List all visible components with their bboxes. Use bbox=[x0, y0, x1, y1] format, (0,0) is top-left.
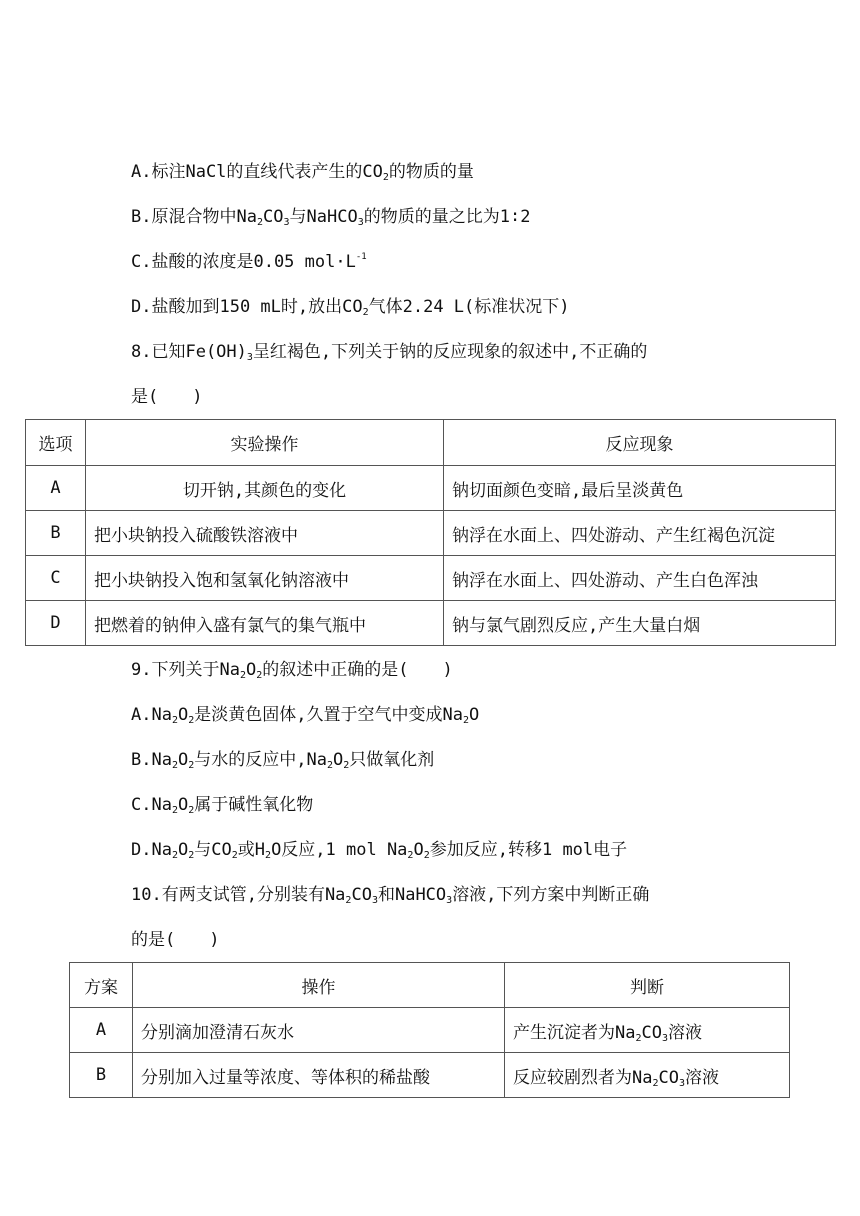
operation-cell: 把燃着的钠伸入盛有氯气的集气瓶中 bbox=[86, 601, 444, 646]
table-row bbox=[26, 556, 836, 601]
table-header-row bbox=[70, 963, 790, 1008]
table-row bbox=[26, 466, 836, 511]
header-cell: 实验操作 bbox=[86, 420, 444, 466]
operation-cell: 把小块钠投入硫酸铁溶液中 bbox=[86, 511, 444, 556]
header-cell: 判断 bbox=[505, 963, 790, 1008]
q7-option-b: B.原混合物中$Na_2CO_3$与NaHCO$_3$的物质的量之比为1∶2 bbox=[131, 207, 531, 228]
q8-table bbox=[25, 419, 836, 646]
table-row bbox=[26, 511, 836, 556]
operation-cell: 分别加入过量等浓度、等体积的稀盐酸 bbox=[133, 1053, 505, 1098]
q10-table bbox=[69, 962, 790, 1098]
table-header-row bbox=[26, 420, 836, 466]
q9-option-d: $D.Na_2O_2$与$CO_2$或$H_2O$反应,1 mol $Na_2O_2$参加反应,转移1 mol电子 bbox=[131, 840, 628, 861]
header-cell: 选项 bbox=[26, 420, 86, 466]
option-cell: A bbox=[70, 1008, 133, 1053]
option-cell: B bbox=[70, 1053, 133, 1098]
phenomenon-cell: 钠浮在水面上、四处游动、产生白色浑浊 bbox=[444, 556, 836, 601]
judgment-cell: 产生沉淀者为$Na_2CO_3$溶液 bbox=[505, 1008, 790, 1053]
phenomenon-cell: 钠与氯气剧烈反应,产生大量白烟 bbox=[444, 601, 836, 646]
phenomenon-cell: 钠切面颜色变暗,最后呈淡黄色 bbox=[444, 466, 836, 511]
option-cell: B bbox=[26, 511, 86, 556]
q7-option-d: D.盐酸加到150 mL时,放出$CO_2$气体2.24 L(标准状况下) bbox=[131, 297, 570, 318]
q10-stem: 10.有两支试管,分别装有$Na_2CO_3$和NaHCO$_3$溶液,下列方案中判断正确 bbox=[131, 885, 650, 906]
header-cell: 操作 bbox=[133, 963, 505, 1008]
option-cell: A bbox=[26, 466, 86, 511]
q9-stem: 9.下列关于$Na_2O_2$的叙述中正确的是( ) bbox=[131, 660, 453, 681]
judgment-cell: 反应较剧烈者为$Na_2CO_3$溶液 bbox=[505, 1053, 790, 1098]
header-cell: 反应现象 bbox=[444, 420, 836, 466]
q9-option-c: $C.Na_2O_2$属于碱性氧化物 bbox=[131, 795, 314, 816]
operation-cell: 切开钠,其颜色的变化 bbox=[86, 466, 444, 511]
header-cell: 方案 bbox=[70, 963, 133, 1008]
q7-option-a: A.标注NaCl的直线代表产生的$CO_2$的物质的量 bbox=[131, 162, 474, 183]
table-row bbox=[26, 601, 836, 646]
q9-option-b: $B.Na_2O_2$与水的反应中$,Na_2O_2$只做氧化剂 bbox=[131, 750, 435, 771]
q8-stem-cont: 是( ) bbox=[131, 387, 203, 407]
table-row bbox=[70, 1053, 790, 1098]
option-cell: D bbox=[26, 601, 86, 646]
phenomenon-cell: 钠浮在水面上、四处游动、产生红褐色沉淀 bbox=[444, 511, 836, 556]
option-cell: C bbox=[26, 556, 86, 601]
q8-stem: 8.已知$Fe(OH)_3$呈红褐色,下列关于钠的反应现象的叙述中,不正确的 bbox=[131, 342, 648, 363]
q10-stem-cont: 的是( ) bbox=[131, 930, 220, 950]
q7-option-c: C.盐酸的浓度是0.05 $mol\cdot L^{-1}$ bbox=[131, 252, 367, 272]
q9-option-a: $A.Na_2O_2$是淡黄色固体,久置于空气中变成$Na_2O$ bbox=[131, 705, 480, 726]
operation-cell: 分别滴加澄清石灰水 bbox=[133, 1008, 505, 1053]
table-row bbox=[70, 1008, 790, 1053]
operation-cell: 把小块钠投入饱和氢氧化钠溶液中 bbox=[86, 556, 444, 601]
